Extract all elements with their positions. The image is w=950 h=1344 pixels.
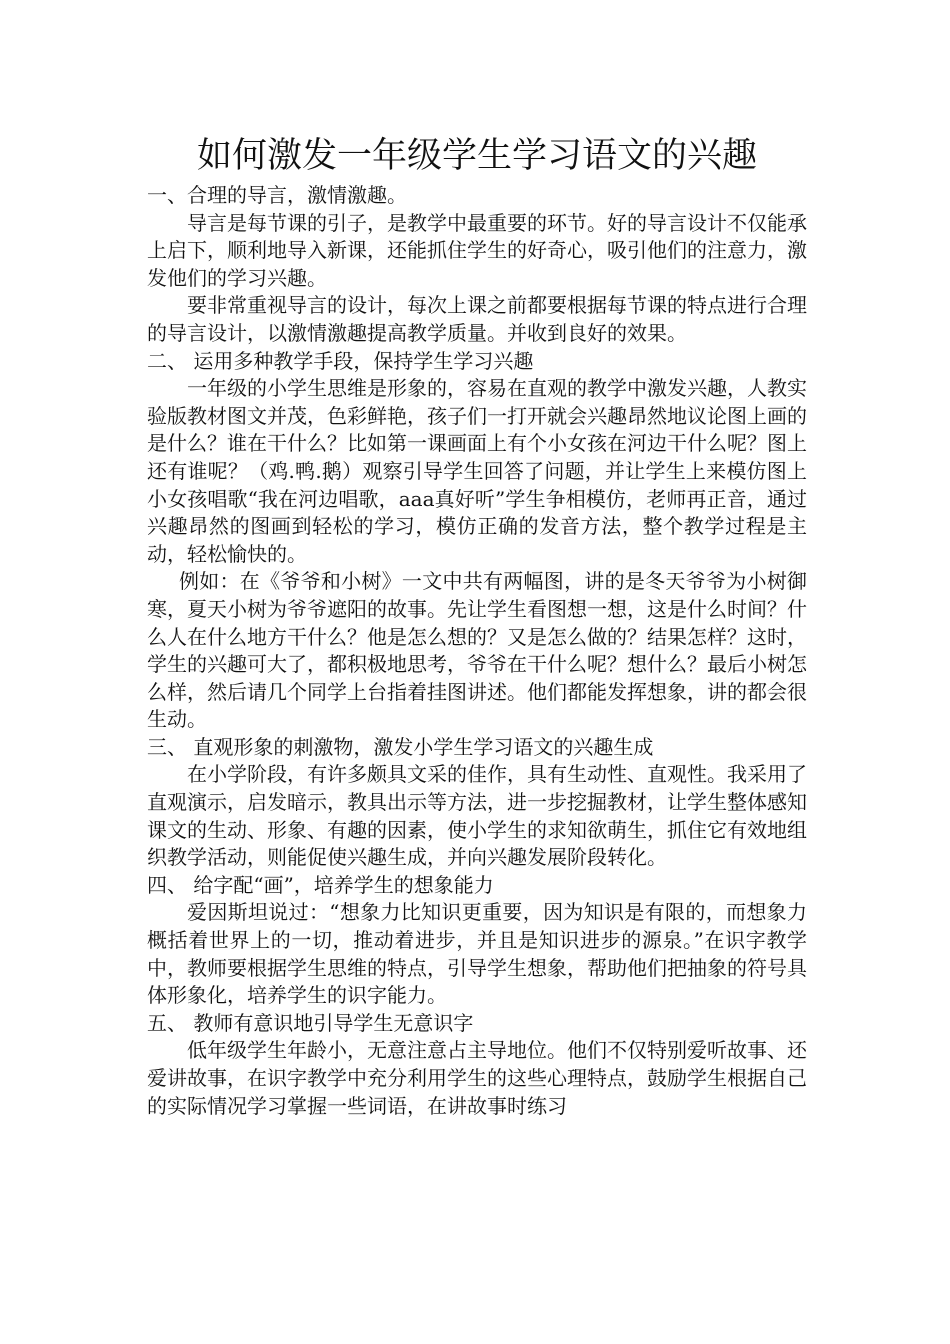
paragraph: 爱因斯坦说过：“想象力比知识更重要，因为知识是有限的，而想象力概括着世界上的一切，推动着进步，并且是知识进步的源泉。”在识字教学中，教师要根据学生思维的特点，引导学生想象，帮助他们把抽象的符号具体形象化，培养学生的识字能力。 <box>147 900 807 1008</box>
paragraph: 在小学阶段，有许多颇具文采的佳作，具有生动性、直观性。我采用了直观演示，启发暗示，教具出示等方法，进一步挖掘教材，让学生整体感知课文的生动、形象、有趣的因素，使小学生的求知欲萌生，抓住它有效地组织教学活动，则能促使兴趣生成，并向兴趣发展阶段转化。 <box>147 762 807 870</box>
section-heading-5: 五、 教师有意识地引导学生无意识字 <box>147 1010 474 1035</box>
paragraph: 低年级学生年龄小，无意注意占主导地位。他们不仅特别爱听故事、还爱讲故事，在识字教学中充分利用学生的这些心理特点，鼓励学生根据自己的实际情况学习掌握一些词语，在讲故事时练习 <box>147 1038 807 1118</box>
paragraph: 导言是每节课的引子，是教学中最重要的环节。好的导言设计不仅能承上启下，顺利地导入新课，还能抓住学生的好奇心，吸引他们的注意力，激发他们的学习兴趣。 <box>147 210 807 290</box>
section-heading-3: 三、 直观形象的刺激物，激发小学生学习语文的兴趣生成 <box>147 734 654 759</box>
section-heading-2: 二、 运用多种教学手段，保持学生学习兴趣 <box>147 348 534 373</box>
section-heading-4: 四、 给字配“画”，培养学生的想象能力 <box>147 872 494 897</box>
section-heading-1: 一、合理的导言，激情激趣。 <box>147 183 407 207</box>
paragraph: 一年级的小学生思维是形象的，容易在直观的教学中激发兴趣，人教实验版教材图文并茂，色彩鲜艳，孩子们一打开就会兴趣昂然地议论图上画的是什么？谁在干什么？比如第一课画面上有个小女孩在河边干什么呢？图上还有谁呢？（鸡.鸭.鹅）观察引导学生回答了问题，并让学生上来模仿图上小女孩唱歌“我在河边唱歌，aaa真好听”学生争相模仿，老师再正音，通过兴趣昂然的图画到轻松的学习，模仿正确的发音方法，整个教学过程是主动，轻松愉快的。 <box>147 376 807 566</box>
document-body <box>147 130 807 1120</box>
document-title: 如何激发一年级学生学习语文的兴趣 <box>196 136 757 176</box>
paragraph: 要非常重视导言的设计，每次上课之前都要根据每节课的特点进行合理的导言设计，以激情激趣提高教学质量。并收到良好的效果。 <box>147 293 807 345</box>
paragraph-example: 例如：在《爷爷和小树》一文中共有两幅图，讲的是冬天爷爷为小树御寒，夏天小树为爷爷遮阳的故事。先让学生看图想一想，这是什么时间？什么人在什么地方干什么？他是怎么想的？又是怎么做的？结果怎样？这时，学生的兴趣可大了，都积极地思考，爷爷在干什么呢？想什么？最后小树怎么样，然后请几个同学上台指着挂图讲述。他们都能发挥想象，讲的都会很生动。 <box>147 569 807 732</box>
